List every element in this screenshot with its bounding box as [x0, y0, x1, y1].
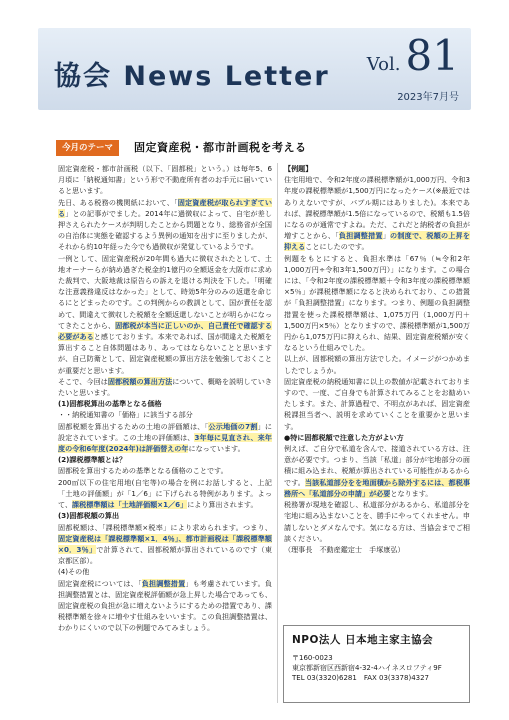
- paragraph: [58, 465, 272, 476]
- theme-title: 固定資産税・都市計画税を考える: [134, 141, 307, 154]
- text-run: （理事長 不動産鑑定士 手塚康弘）: [284, 544, 405, 554]
- highlighted-text: 固定資産税は「課税標準額×1．4％」、都市計画税は「課税標準額×0．3％」: [58, 533, 272, 554]
- organization-name: NPO法人 日本地主家主協会: [292, 634, 434, 646]
- text-run: 例題をもとにすると、負担水準は「67％（≒令和2年1,000万円÷令和3年1,500万円）」になります。この場合には、「令和2年度の課税標準額＋令和3年度の課税標準額×5％」が課税標準額になると決められており、この措置が「負担調整措置」になります。つまり、例題の負担調整措置を使った課税標準額は、1,075万円（1,000万円＋1,500万円×5％）となりますので、課税標準額が1,500万円から1,075万円に抑えられ、結果、固定資産税額が安くなるという仕組みでした。: [284, 253, 470, 353]
- text-run: で計算されて、固都税額が算出されているのです（東京都区部）。: [58, 544, 272, 566]
- paragraph: [284, 253, 470, 354]
- text-run: 固定資産税の納税通知書に以上の数値が記載されておりますので、一度、ご自身でも計算されてみることをお勧めいたします。また、計算過程で、不明点があれば、固定資産税課担当者へ、説明を求めていくことを重要かと思います。: [284, 376, 470, 431]
- section-heading: ●特に固都税額で注意した方がよい方: [284, 432, 404, 442]
- section-heading: (3)固都税額の算出: [58, 511, 120, 521]
- highlighted-text: 3年毎に見直され、来年度の令和6年度(2024年)は評価替えの年: [58, 432, 272, 454]
- section-heading: (2)課税標準額とは？: [58, 455, 127, 465]
- paragraph: [58, 409, 272, 420]
- paragraph: [284, 544, 470, 555]
- volume-label: Vol.: [366, 54, 401, 75]
- paragraph: [58, 578, 272, 634]
- text-run: 200㎡以下の住宅用地(自宅等)の場合を例にお話しすると、上記「土地の評価額」が「1／6」に下げられる特例があります。よって、: [58, 477, 272, 510]
- issue-date: 2023年7月号: [397, 92, 459, 103]
- highlighted-text: 固都税額の算出方法: [107, 376, 173, 386]
- newsletter-header: [38, 28, 471, 110]
- paragraph: [284, 353, 470, 375]
- text-run: 例えば、ご自分で私道を含んで、接道されている方は、注意が必要です。つまり、当該「私道」部分が宅地部分の面積に組み込まれ、税額が算出されている可能性があるからです。: [284, 444, 470, 487]
- masthead-title: 協会 News Letter: [54, 61, 330, 92]
- article-right-column: [284, 163, 470, 555]
- paragraph: [58, 477, 272, 511]
- text-run: 住宅用地で、令和2年度の課税標準額が1,000万円、令和3年度の課税標準額が1,500万円になったケース(※最近ではありえないですが、バブル期にはありました)。本来であれば、課税標準額が1.5倍になっているので、税額も1.5倍になるのが通常ですよね。ただ、これだと納税者の負担が増すことから、「: [284, 175, 470, 241]
- column-divider: [277, 163, 278, 703]
- volume-block: [366, 31, 459, 80]
- highlighted-text: の制度で、税額の上昇を抑える: [284, 231, 471, 252]
- text-run: により算出されます。: [187, 500, 258, 510]
- text-run: 固定資産税・都市計画税（以下、「固都税」という。）は毎年5、6月頃に「納税通知書」という形で不動産所有者のお手元に届いていると思います。: [58, 164, 272, 196]
- paragraph: [284, 432, 470, 443]
- text-run: (4)その他: [58, 567, 90, 577]
- highlighted-text: 負担調整措置: [338, 231, 383, 241]
- volume-number: 81: [405, 31, 459, 80]
- text-run: になっています。: [188, 444, 245, 454]
- theme-badge: 今月のテーマ: [56, 140, 119, 156]
- text-run: 固都税額は、「課税標準額×税率」により求められます。つまり、: [58, 522, 272, 532]
- highlighted-text: 課税標準額は「土地評価額×1／6」: [72, 500, 188, 510]
- text-run: と感じております。本来であれば、国が間違えた税額を算出すること自体問題はあり、あってはならないことと思いますが、自己防衛として、固定資産税額の算出方法を勉強しておくことが重要だと思います。: [58, 332, 273, 375]
- paragraph: [58, 376, 272, 398]
- paragraph: [58, 566, 272, 577]
- text-run: ・・納税通知書の「価格」に該当する部分: [58, 410, 193, 420]
- text-run: について、概略を説明していきたいと思います。: [58, 376, 272, 398]
- text-run: 以上が、固都税額の算出方法でした。イメージがつかめましたでしょうか。: [284, 354, 470, 375]
- paragraph: [58, 421, 272, 455]
- organization-address: 東京都新宿区西新宿4-32-4ハイネスロフティ9F: [292, 664, 442, 672]
- paragraph: [284, 376, 470, 432]
- text-run: そこで、今回は: [58, 376, 108, 386]
- highlighted-text: 固定資産税が取られすぎている: [58, 197, 273, 218]
- text-run: 」に設定されています。この土地の評価額は、: [58, 421, 273, 442]
- highlighted-text: 固都税が本当に正しいのか、自己責任で確認する必要がある: [58, 320, 272, 342]
- paragraph: [58, 197, 272, 253]
- text-run: 一例として、固定資産税が20年間も過大に徴収されたとして、土地オーナーらが納め過ぎた税金約1億円の全額返金を大阪市に求めた裁判で、大阪地裁は原告らの訴えを退ける判決を下した。「明確な注意義務違反はなかった」として、時効5年分のみの返還を命じるにとどまったのです。この判例からの教訓として、国が責任を認めて、間違えて徴収した税額を全額返還しないことが明らかになってきたことから、: [58, 253, 272, 330]
- paragraph: [58, 522, 272, 567]
- text-run: 」との記事がでました。2014年に過徴収によって、自宅が差し押さえられたケースが判明したことから問題となり、総務省が全国の自治体に実態を確認するよう異例の通知を出すに至りましたが、それから約10年経った今でも過徴収が発覚しているようです。: [58, 208, 272, 252]
- paragraph: [284, 499, 470, 544]
- paragraph: [58, 163, 272, 197]
- text-run: 先日、ある税務の機関紙において、「: [58, 197, 178, 207]
- paragraph: [58, 398, 272, 409]
- paragraph: [284, 174, 470, 252]
- section-heading: (1)固都税算出の基準となる価格: [58, 399, 162, 409]
- text-run: 」: [382, 231, 391, 241]
- text-run: 固都税を算出するための基準となる価格のことです。: [58, 466, 228, 476]
- article-left-column: [58, 163, 272, 634]
- paragraph: [284, 443, 470, 499]
- text-run: 固都税額を算出するための土地の評価額は、「: [58, 421, 209, 431]
- text-run: 固定資産税については、「: [58, 578, 142, 588]
- theme-row: [56, 140, 456, 156]
- paragraph: [284, 163, 470, 174]
- organization-contact: TEL 03(3320)6281 FAX 03(3378)4327: [292, 674, 430, 682]
- paragraph: [58, 253, 272, 376]
- text-run: となります。: [390, 488, 433, 498]
- text-run: 税務署が現地を確認し、私道部分があるから、私道部分を宅地に組み込まないことを、勝手にやってくれません。申請しないとダメなんです。気になる方は、当協会までご相談ください。: [284, 500, 470, 543]
- text-run: 」も考慮されています。負担調整措置とは、固定資産税評価額が急上昇した場合であっても、固定資産税の負担が急に増えないようにするための措置であり、課税標準額を徐々に増やす仕組みをいいます。この負担調整措置は、わかりにくいので以下の例題でみてみましょう。: [58, 578, 272, 633]
- text-run: ことにしたのです。: [305, 242, 369, 252]
- organization-postal: 〒160-0023: [292, 654, 333, 662]
- highlighted-text: 当該私道部分をを地面積から除外するには、都税事務所へ「私道部分の申請」が必要: [284, 477, 470, 498]
- paragraph: [58, 510, 272, 521]
- paragraph: [58, 454, 272, 465]
- highlighted-text: 公示地価の7割: [208, 421, 258, 431]
- highlighted-text: 負担調整措置: [141, 578, 186, 588]
- organization-box: [283, 625, 470, 703]
- section-heading: 【例題】: [284, 164, 313, 173]
